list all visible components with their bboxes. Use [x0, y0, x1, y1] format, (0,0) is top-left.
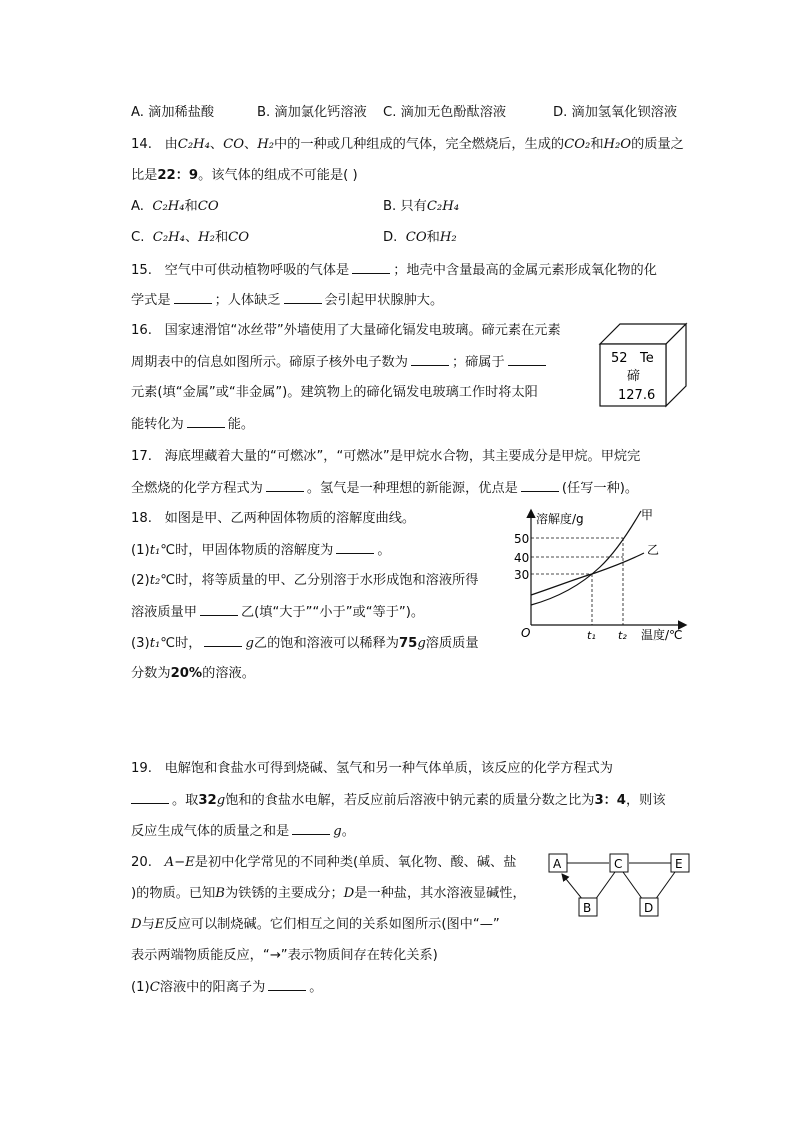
q13-option-a: A. 滴加稀盐酸 — [131, 105, 215, 120]
q14-text: 中的一种或几种组成的气体，完全燃烧后，生成的 — [274, 137, 565, 152]
q15-line2 — [131, 291, 443, 310]
answer-blank[interactable] — [352, 261, 390, 274]
q20-var: A−E — [164, 855, 195, 870]
q17-number: 17. — [131, 449, 152, 464]
link-c-d — [623, 872, 643, 900]
q18-text: 分数为 — [131, 666, 171, 681]
q17-text: 海底埋藏着大量的“可燃冰”，“可燃冰”是甲烷水合物，其主要成分是甲烷。甲烷完 — [164, 449, 641, 464]
answer-blank[interactable] — [268, 978, 306, 991]
q14-option-label: D. — [383, 230, 398, 245]
relationship-diagram — [545, 850, 695, 920]
answer-blank[interactable] — [204, 634, 242, 647]
q14-text: 和 — [426, 230, 440, 245]
q20-text: 是初中化学常见的不同种类(单质、氧化物、酸、碱、盐 — [194, 855, 517, 870]
q14-text: 和 — [590, 137, 604, 152]
q19-unit: g — [216, 793, 226, 808]
q18-text: 如图是甲、乙两种固体物质的溶解度曲线。 — [164, 511, 416, 526]
q16-text: 周期表中的信息如图所示。碲原子核外电子数为 — [131, 355, 408, 370]
x-tick-t2: t₂ — [618, 629, 627, 642]
q18-unit: g — [245, 636, 254, 651]
q14-text: 的质量之 — [631, 137, 684, 152]
q15-text: ；地壳中含量最高的金属元素形成氧化物的化 — [393, 263, 657, 278]
y-axis-label: 溶解度/g — [536, 512, 584, 526]
q18-value: 20% — [170, 666, 203, 681]
q15-number: 15. — [131, 263, 152, 278]
q14-option-d — [383, 229, 457, 247]
q14-option-b — [383, 198, 459, 216]
q14-option-a — [131, 198, 219, 216]
q14-formula: CO — [223, 137, 245, 152]
series-label-jia: 甲 — [641, 508, 654, 522]
q19-ratio: 3：4 — [594, 793, 626, 808]
q14-text: 、 — [209, 137, 224, 152]
q14-formula: CO — [197, 199, 219, 214]
q15-line1 — [131, 261, 657, 280]
q19-number: 19. — [131, 761, 152, 776]
q14-text: 、 — [184, 230, 199, 245]
q14-option-c — [131, 229, 249, 247]
q14-formula: H₂ — [257, 137, 274, 152]
q13-option-c: C. 滴加无色酚酞溶液 — [383, 105, 507, 120]
q19-text: 反应生成气体的质量之和是 — [131, 824, 290, 839]
q18-text: (2) — [131, 573, 150, 588]
q17-line2 — [131, 479, 638, 498]
q14-formula: C₂H₄ — [177, 137, 210, 152]
q18-unit: g — [417, 636, 426, 651]
q14-formula: C₂H₄ — [152, 230, 185, 245]
q20-var: D — [131, 917, 142, 932]
answer-blank[interactable] — [521, 479, 559, 492]
answer-blank[interactable] — [174, 291, 212, 304]
q19-text: 。取 — [172, 793, 199, 808]
element-box-tellurium — [596, 320, 692, 412]
q18-text: ℃时，将等质量的甲、乙分别溶于水形成饱和溶液所得 — [160, 573, 479, 588]
q16-text: 能转化为 — [131, 417, 184, 432]
q14-option-label: C. — [131, 230, 145, 245]
q16-text: 国家速滑馆“冰丝带”外墙使用了大量碲化镉发电玻璃。碲元素在元素 — [164, 323, 561, 338]
q13-option-b: B. 滴加氯化钙溶液 — [257, 105, 367, 120]
element-symbol: Te — [640, 351, 654, 366]
q14-formula: H₂ — [439, 230, 457, 245]
answer-blank[interactable] — [131, 791, 169, 804]
element-name: 碲 — [627, 369, 641, 384]
q18-part3 — [131, 634, 479, 653]
q20-text: 是一种盐，其水溶液显碱性， — [354, 886, 526, 901]
q18-value: 75 — [398, 636, 418, 651]
q16-line1 — [131, 322, 561, 340]
q14-text: 和 — [184, 199, 198, 214]
q18-number: 18. — [131, 511, 152, 526]
q16-text: ；碲属于 — [451, 355, 505, 370]
q14-formula: CO — [405, 230, 427, 245]
y-tick-30: 30 — [514, 568, 530, 582]
answer-blank[interactable] — [508, 353, 546, 366]
q20-text: )的物质。已知 — [131, 886, 216, 901]
q20-var: E — [154, 917, 165, 932]
q14-number: 14. — [131, 137, 152, 152]
q20-text: 与 — [141, 917, 155, 932]
q20-line1 — [131, 854, 516, 872]
q14-ratio: 22：9 — [157, 168, 199, 183]
q20-text: 为铁锈的主要成分； — [224, 886, 344, 901]
x-tick-t1: t₁ — [587, 629, 596, 642]
node-c: C — [614, 857, 623, 871]
q14-formula: C₂H₄ — [152, 199, 185, 214]
q14-stem-line2 — [131, 167, 358, 185]
q20-text: (1) — [131, 980, 150, 995]
answer-blank[interactable] — [200, 603, 238, 616]
q19-line1 — [131, 760, 613, 778]
q18-line1 — [131, 510, 415, 528]
q18-text: (3) — [131, 636, 150, 651]
q14-option-label: A. — [131, 199, 144, 214]
q16-text: 能。 — [227, 417, 255, 432]
q14-text: 和 — [214, 230, 229, 245]
answer-blank[interactable] — [292, 822, 330, 835]
q14-formula: CO — [228, 230, 250, 245]
q14-text: 由 — [164, 137, 178, 152]
q18-text: ℃时， — [160, 636, 202, 651]
q20-var: C — [149, 980, 160, 995]
q18-part2 — [131, 572, 478, 590]
q20-line4: 表示两端物质能反应，“→”表示物质间存在转化关系) — [131, 948, 438, 963]
q18-part1 — [131, 541, 391, 560]
q14-option-label: B. 只有 — [383, 199, 427, 214]
q19-text: 。 — [341, 824, 355, 839]
q20-var: D — [343, 886, 355, 901]
q16-line2 — [131, 353, 549, 372]
answer-blank[interactable] — [266, 479, 304, 492]
q19-text: ，则该 — [625, 793, 666, 808]
q19-unit: g — [333, 824, 342, 839]
q17-text: 全燃烧的化学方程式为 — [131, 481, 263, 496]
q20-text: 。 — [309, 980, 323, 995]
x-axis-label: 温度/℃ — [641, 628, 683, 642]
q18-text: 溶液质量甲 — [131, 605, 197, 620]
origin-label: O — [521, 626, 531, 640]
q20-line2 — [131, 885, 526, 903]
q20-var: B — [215, 886, 225, 901]
q14-formula: H₂O — [603, 137, 632, 152]
q14-stem-line1 — [131, 136, 684, 154]
q20-number: 20. — [131, 855, 152, 870]
node-e: E — [675, 857, 683, 871]
q15-text: 会引起甲状腺肿大。 — [324, 293, 444, 308]
q18-text: 的溶液。 — [202, 666, 255, 681]
atomic-mass: 127.6 — [618, 388, 656, 403]
q15-text: 学式是 — [131, 293, 171, 308]
answer-blank[interactable] — [336, 541, 374, 554]
q14-text: 比是 — [131, 168, 158, 183]
atomic-number: 52 — [611, 351, 628, 366]
q20-line3 — [131, 916, 500, 934]
answer-blank[interactable] — [284, 291, 322, 304]
node-d: D — [644, 901, 654, 915]
q20-part1 — [131, 978, 322, 997]
link-d-e — [655, 872, 675, 900]
node-a: A — [553, 857, 562, 871]
q18-part3-line2 — [131, 665, 255, 683]
q18-part2-line2 — [131, 603, 424, 622]
series-label-yi: 乙 — [647, 543, 660, 557]
q16-line3: 元素(填“金属”或“非金属”)。建筑物上的碲化镉发电玻璃工作时将太阳 — [131, 385, 538, 400]
q18-text: 溶质质量 — [425, 636, 479, 651]
y-tick-40: 40 — [514, 551, 530, 565]
q19-line3 — [131, 822, 355, 841]
q15-text: 空气中可供动植物呼吸的气体是 — [164, 263, 350, 278]
q17-text: (任写一种)。 — [561, 481, 639, 496]
q18-text: ℃时，甲固体物质的溶解度为 — [160, 543, 334, 558]
q14-text: 。该气体的组成不可能是( ) — [198, 168, 358, 183]
q14-formula: H₂ — [198, 230, 215, 245]
node-b: B — [583, 901, 592, 915]
arrow-b-to-a — [562, 874, 583, 900]
q18-text: 乙(填“大于”“小于”或“等于”)。 — [240, 605, 425, 620]
q20-text: 反应可以制烧碱。它们相互之间的关系如图所示(图中“—” — [164, 917, 500, 932]
q19-text: 饱和的食盐水电解，若反应前后溶液中钠元素的质量分数之比为 — [225, 793, 595, 808]
q16-number: 16. — [131, 323, 152, 338]
q18-temp: t₂ — [149, 573, 161, 588]
q18-temp: t₁ — [149, 543, 161, 558]
q18-text: (1) — [131, 543, 150, 558]
q13-option-d: D. 滴加氢氧化钡溶液 — [553, 105, 678, 120]
q17-line1 — [131, 448, 640, 466]
solubility-chart — [505, 505, 695, 650]
answer-blank[interactable] — [411, 353, 449, 366]
q18-text: 。 — [377, 543, 391, 558]
answer-blank[interactable] — [187, 415, 225, 428]
q16-line4 — [131, 415, 254, 434]
q14-text: 、 — [244, 137, 258, 152]
q19-text: 电解饱和食盐水可得到烧碱、氢气和另一种气体单质，该反应的化学方程式为 — [164, 761, 613, 776]
q18-text: 乙的饱和溶液可以稀释为 — [253, 636, 399, 651]
q20-text: 溶液中的阳离子为 — [159, 980, 266, 995]
q18-temp: t₁ — [149, 636, 161, 651]
q14-formula: C₂H₄ — [426, 199, 459, 214]
q14-formula: CO₂ — [564, 137, 591, 152]
q19-value: 32 — [198, 793, 217, 808]
y-tick-50: 50 — [514, 532, 530, 546]
q15-text: ；人体缺乏 — [214, 293, 281, 308]
q17-text: 。氢气是一种理想的新能源，优点是 — [306, 481, 518, 496]
link-b-c — [595, 872, 615, 900]
q19-line2 — [131, 791, 666, 810]
